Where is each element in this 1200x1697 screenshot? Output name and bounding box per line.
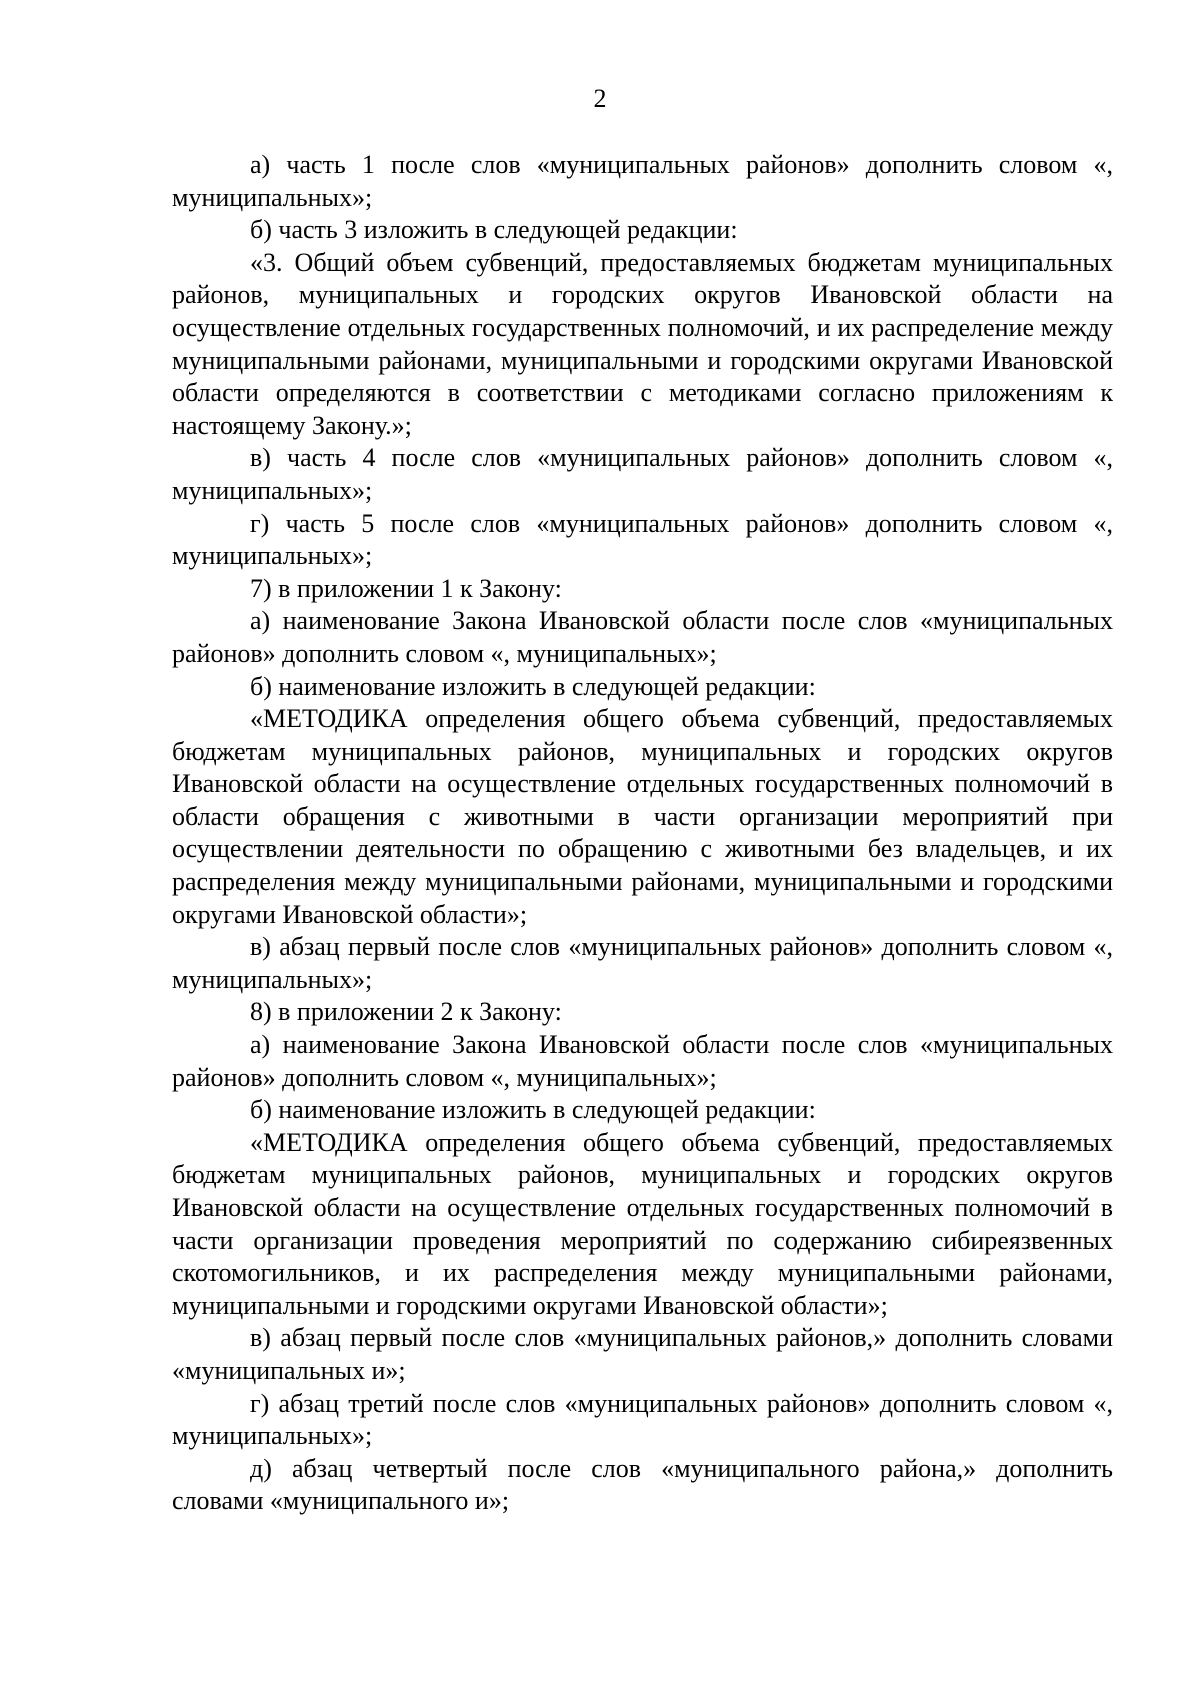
paragraph-8-g: г) абзац третий после слов «муниципальных районов» дополнить словом «, муниципальных»; <box>172 1388 1113 1451</box>
paragraph-7-b: б) наименование изложить в следующей редакции: <box>250 671 816 701</box>
paragraph-7-v: в) абзац первый после слов «муниципальных районов» дополнить словом «, муниципальных»; <box>172 932 1113 994</box>
paragraph-8-methodology: «МЕТОДИКА определения общего объема субвенций, предоставляемых бюджетам муниципальных районов, муниципальных и городских округов Ивановской области на осуществление отдельных государственных полномочий в части организации проведения мероприятий по содержанию сибиреязвенных скотомогильников, и их распределения между муниципальными районами, муниципальными и городскими округами Ивановской области»; <box>172 1127 1113 1320</box>
document-body <box>172 149 1113 1518</box>
paragraph-8-a: а) наименование Закона Ивановской области после слов «муниципальных районов» дополнить словом «, муниципальных»; <box>172 1030 1113 1092</box>
paragraph-7-a: а) наименование Закона Ивановской области после слов «муниципальных районов» дополнить словом «, муниципальных»; <box>172 606 1113 668</box>
paragraph-g-part-5: г) часть 5 после слов «муниципальных районов» дополнить словом «, муниципальных»; <box>172 508 1113 571</box>
paragraph-item-7: 7) в приложении 1 к Закону: <box>250 573 562 603</box>
paragraph-part-3-text: «3. Общий объем субвенций, предоставляемых бюджетам муниципальных районов, муниципальных и городских округов Ивановской области на осуществление отдельных государственных полномочий, и их распределение между муниципальными районами, муниципальными и городскими округами Ивановской области определяются в соответствии с методиками согласно приложениям к настоящему Закону.»; <box>172 247 1113 440</box>
paragraph-item-8: 8) в приложении 2 к Закону: <box>250 997 562 1027</box>
paragraph-v-part-4: в) часть 4 после слов «муниципальных районов» дополнить словом «, муниципальных»; <box>172 443 1113 505</box>
paragraph-a-part-1: а) часть 1 после слов «муниципальных районов» дополнить словом «, муниципальных»; <box>172 150 1113 212</box>
paragraph-8-v: в) абзац первый после слов «муниципальных районов,» дополнить словами «муниципальных и»; <box>172 1323 1113 1385</box>
paragraph-8-b: б) наименование изложить в следующей редакции: <box>250 1095 816 1125</box>
paragraph-b-part-3: б) часть 3 изложить в следующей редакции: <box>250 215 738 245</box>
paragraph-8-d: д) абзац четвертый после слов «муниципального района,» дополнить словами «муниципального и»; <box>172 1453 1113 1516</box>
page-number: 2 <box>593 84 607 113</box>
paragraph-7-methodology: «МЕТОДИКА определения общего объема субвенций, предоставляемых бюджетам муниципальных районов, муниципальных и городских округов Ивановской области на осуществление отдельных государственных полномочий в области обращения с животными в части организации мероприятий при осуществлении деятельности по обращению с животными без владельцев, и их распределения между муниципальными районами, муниципальными и городскими округами Ивановской области»; <box>172 704 1113 929</box>
